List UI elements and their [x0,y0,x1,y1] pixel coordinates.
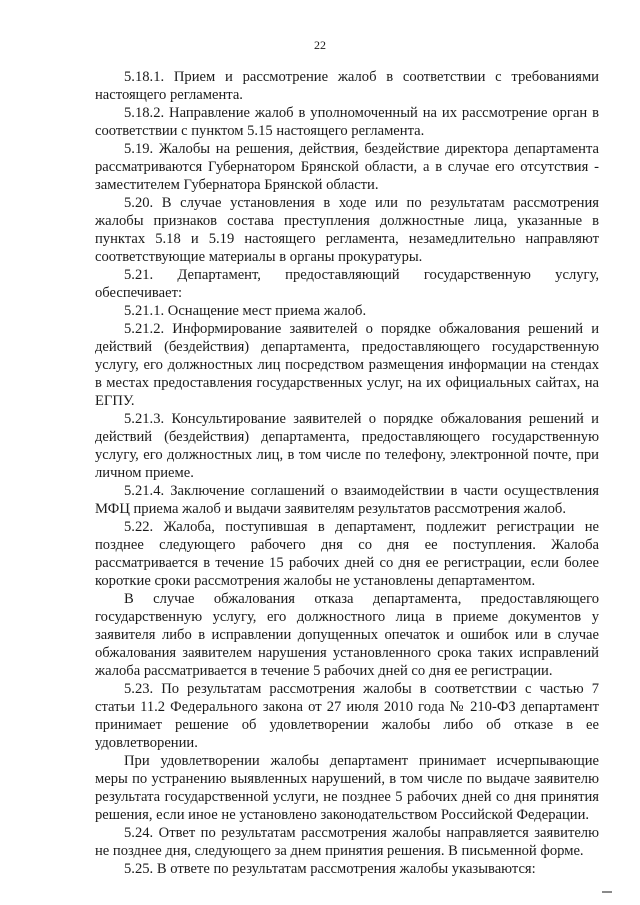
paragraph-5-24: 5.24. Ответ по результатам рассмотрения жалобы направляется заявителю не позднее дня, следующего за днем принятия решения. В письменной форме. [95,825,599,859]
paragraph-5-22: 5.22. Жалоба, поступившая в департамент, подлежит регистрации не позднее следующего рабочего дня со дня ее поступления. Жалоба рассматривается в течение 15 рабочих дней со дня ее регистрации, если более короткие сроки рассмотрения жалобы не установлены департаментом. [95,519,599,589]
paragraph-5-23-satisfaction: При удовлетворении жалобы департамент принимает исчерпывающие меры по устранению выявленных нарушений, в том числе по выдаче заявителю результата государственной услуги, не позднее 5 рабочих дней со дня принятия решения, если иное не установлено законодательством Российской Федерации. [95,753,599,823]
paragraph-5-21-2: 5.21.2. Информирование заявителей о порядке обжалования решений и действий (бездействия) департамента, предоставляющего государственную услугу, его должностных лиц посредством размещения информации на стендах в местах предоставления государственных услуг, на их официальных сайтах, на ЕГПУ. [95,321,599,409]
paragraph-5-19: 5.19. Жалобы на решения, действия, бездействие директора департамента рассматриваются Губернатором Брянской области, а в случае его отсутствия - заместителем Губернатора Брянской области. [95,141,599,193]
paragraph-5-22-refusal: В случае обжалования отказа департамента, предоставляющего государственную услугу, его должностного лица в приеме документов у заявителя либо в исправлении допущенных опечаток и ошибок или в случае обжалования заявителем нарушения установленного срока таких исправлений жалоба рассматривается в течение 5 рабочих дней со дня ее регистрации. [95,591,599,679]
paragraph-5-21-1: 5.21.1. Оснащение мест приема жалоб. [124,303,367,319]
paragraph-5-23: 5.23. По результатам рассмотрения жалобы в соответствии с частью 7 статьи 11.2 Федерального закона от 27 июля 2010 года № 210-ФЗ департамент принимает решение об удовлетворении жалобы либо об отказе в ее удовлетворении. [95,681,599,751]
paragraph-5-18-1: 5.18.1. Прием и рассмотрение жалоб в соответствии с требованиями настоящего регламента. [95,69,599,103]
page-number: 22 [314,38,326,52]
paragraph-5-21: 5.21. Департамент, предоставляющий государственную услугу, обеспечивает: [95,267,599,301]
paragraph-5-25: 5.25. В ответе по результатам рассмотрения жалобы указываются: [124,861,536,877]
scan-artifact-mark [602,891,612,893]
document-body [95,68,599,878]
paragraph-5-20: 5.20. В случае установления в ходе или по результатам рассмотрения жалобы признаков состава преступления должностные лица, указанные в пунктах 5.18 и 5.19 настоящего регламента, незамедлительно направляют соответствующие материалы в органы прокуратуры. [95,195,599,265]
paragraph-5-18-2: 5.18.2. Направление жалоб в уполномоченный на их рассмотрение орган в соответствии с пунктом 5.15 настоящего регламента. [95,105,599,139]
paragraph-5-21-4: 5.21.4. Заключение соглашений о взаимодействии в части осуществления МФЦ приема жалоб и выдачи заявителям результатов рассмотрения жалоб. [95,483,599,517]
paragraph-5-21-3: 5.21.3. Консультирование заявителей о порядке обжалования решений и действий (бездействия) департамента, предоставляющего государственную услугу, его должностных лиц, в том числе по телефону, электронной почте, при личном приеме. [95,411,599,481]
